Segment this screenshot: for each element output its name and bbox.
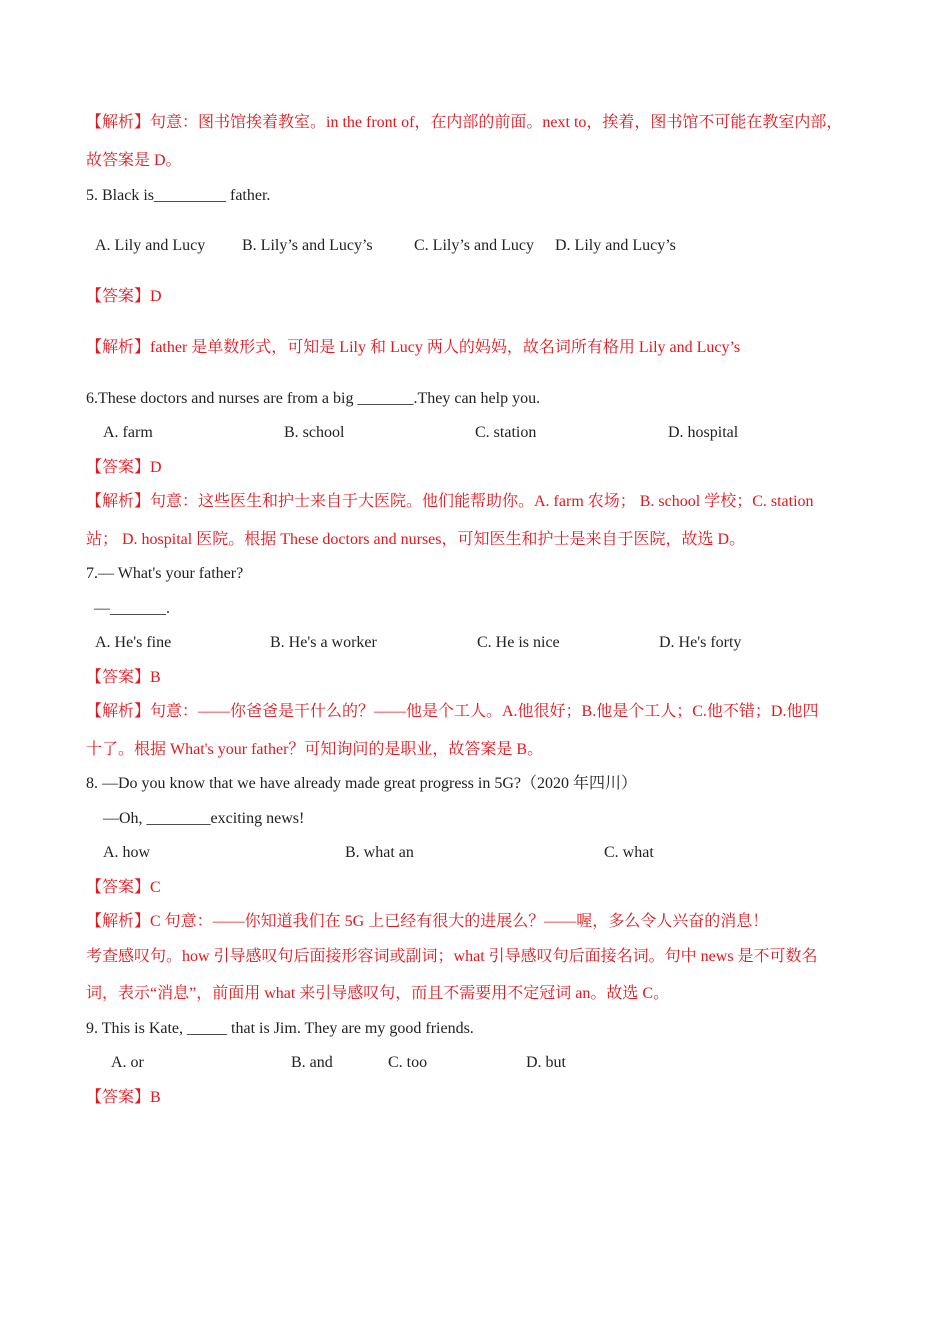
q6-option-d: D. hospital	[668, 424, 739, 441]
q8-option-c: C. what	[604, 844, 654, 861]
q8-reply: —Oh, ________exciting news!	[103, 810, 305, 827]
q5-option-b: B. Lily’s and Lucy’s	[242, 237, 373, 254]
q9-option-b: B. and	[291, 1054, 333, 1071]
q9-answer: 【答案】B	[86, 1089, 161, 1106]
q7-option-a: A. He's fine	[95, 634, 172, 651]
q9-option-a: A. or	[111, 1054, 144, 1071]
q9-option-c: C. too	[388, 1054, 428, 1071]
q5-analysis: 【解析】father 是单数形式，可知是 Lily 和 Lucy 两人的妈妈，故名词所有格用 Lily and Lucy’s	[86, 339, 741, 356]
q7-stem: 7.— What's your father?	[86, 565, 244, 582]
q6-stem: 6.These doctors and nurses are from a big _______.They can help you.	[86, 390, 541, 407]
q6-option-a: A. farm	[103, 424, 153, 441]
q7-answer: 【答案】B	[86, 669, 161, 686]
q5-option-d: D. Lily and Lucy’s	[555, 237, 676, 254]
q6-analysis-line-1: 【解析】句意：这些医生和护士来自于大医院。他们能帮助你。A. farm 农场； B. school 学校；C. station	[86, 493, 814, 510]
q8-analysis-line-1: 【解析】C 句意：——你知道我们在 5G 上已经有很大的进展么？——喔，多么令人兴奋的消息！	[86, 913, 769, 930]
q7-option-c: C. He is nice	[477, 634, 560, 651]
q8-analysis-line-3: 词，表示“消息”，前面用 what 来引导感叹句，而且不需要用不定冠词 an。故选 C。	[86, 985, 670, 1002]
q7-option-b: B. He's a worker	[270, 634, 377, 651]
q8-analysis-line-2: 考查感叹句。how 引导感叹句后面接形容词或副词；what 引导感叹句后面接名词。句中 news 是不可数名	[86, 948, 818, 965]
q6-option-c: C. station	[475, 424, 537, 441]
q7-option-d: D. He's forty	[659, 634, 742, 651]
q8-option-b: B. what an	[345, 844, 414, 861]
q9-stem: 9. This is Kate, _____ that is Jim. They are my good friends.	[86, 1020, 474, 1037]
q7-analysis-line-1: 【解析】句意：——你爸爸是干什么的？——他是个工人。A.他很好；B.他是个工人；C.他不错；D.他四	[86, 703, 819, 720]
q5-option-c: C. Lily’s and Lucy	[414, 237, 534, 254]
q6-option-b: B. school	[284, 424, 345, 441]
q4-analysis-line-2: 故答案是 D。	[86, 152, 182, 169]
q6-answer: 【答案】D	[86, 459, 162, 476]
q5-answer: 【答案】D	[86, 288, 162, 305]
q5-stem: 5. Black is_________ father.	[86, 187, 271, 204]
q8-answer: 【答案】C	[86, 879, 161, 896]
q8-option-a: A. how	[103, 844, 151, 861]
q7-blank: —_______.	[94, 600, 170, 617]
q9-option-d: D. but	[526, 1054, 566, 1071]
q5-option-a: A. Lily and Lucy	[95, 237, 206, 254]
q4-analysis-line-1: 【解析】句意：图书馆挨着教室。in the front of，在内部的前面。next to，挨着，图书馆不可能在教室内部，	[86, 114, 843, 131]
q6-analysis-line-2: 站； D. hospital 医院。根据 These doctors and nurses，可知医生和护士是来自于医院，故选 D。	[86, 531, 746, 548]
q8-stem: 8. —Do you know that we have already made great progress in 5G?（2020 年四川）	[86, 775, 637, 792]
q7-analysis-line-2: 十了。根据 What's your father？可知询问的是职业，故答案是 B。	[86, 741, 544, 758]
